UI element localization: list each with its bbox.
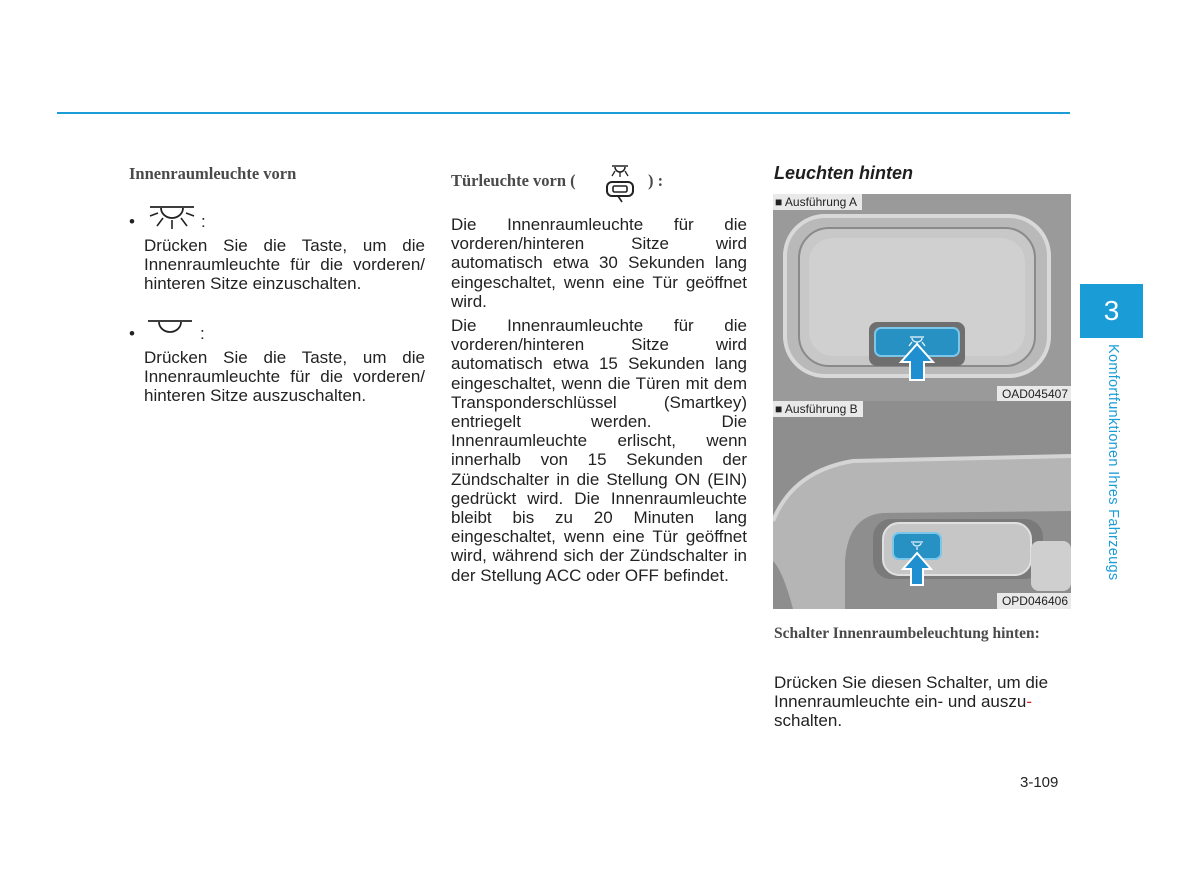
front-light-off-text: Drücken Sie die Taste, um die Innenraumleuchte für die vorderen/ hinteren Sitze auszuschalten. — [144, 348, 425, 406]
bullet: • — [129, 212, 135, 231]
section-heading-rear-lights: Leuchten hinten — [774, 163, 913, 183]
page-number: 3-109 — [1020, 774, 1059, 791]
lamp-off-icon — [146, 319, 196, 337]
figure-a-label: ■ Ausführung A — [773, 194, 862, 210]
header-rule — [57, 112, 1070, 114]
rear-switch-paragraph — [774, 673, 1074, 731]
figure-b-code: OPD046406 — [997, 593, 1071, 609]
rear-switch-line-2-text: Innenraumleuchte ein- und auszu — [774, 692, 1027, 712]
section-heading-front-light: Innenraumleuchte vorn — [129, 164, 297, 183]
rear-switch-line-2 — [774, 692, 1074, 711]
door-lamp-icon — [602, 163, 638, 205]
section-heading-door-light — [451, 171, 576, 191]
rear-overhead-lamp-illustration — [773, 401, 1071, 609]
bullet: • — [129, 324, 135, 343]
rear-dome-lamp-illustration — [773, 194, 1071, 402]
colon: : — [200, 324, 205, 343]
door-light-paragraph-1: Die Innenraumleuchte für die vorderen/hinteren Sitze wird automatisch etwa 30 Sekunden lang eingeschaltet, wenn eine Tür geöffnet wird. — [451, 215, 747, 311]
lamp-on-icon — [148, 205, 198, 231]
rear-switch-line-1: Drücken Sie diesen Schalter, um die — [774, 673, 1049, 692]
front-light-on-text: Drücken Sie die Taste, um die Innenraumleuchte für die vorderen/ hinteren Sitze einzuschalten. — [144, 236, 425, 294]
figure-a-code: OAD045407 — [997, 386, 1071, 402]
heading-suffix: ) : — [648, 171, 664, 190]
hyphen: - — [1026, 692, 1033, 712]
chapter-title-vertical — [1101, 344, 1123, 614]
door-light-paragraph-2: Die Innenraumleuchte für die vorderen/hinteren Sitze wird automatisch etwa 15 Sekunden lang eingeschaltet, wenn die Türen mit dem Transponderschlüssel (Smartkey) entriegelt werden. Die Innenraumleuchte erlischt, wenn innerhalb von 15 Sekunden der Zündschalter in die Stellung ON (EIN) gedrückt wird. Die Innenraumleuchte bleibt bis zu 20 Minuten lang eingeschaltet, wenn eine Tür geöffnet wird, während sich der Zündschalter in der Stellung ACC oder OFF befindet. — [451, 316, 747, 585]
figure-version-b — [773, 401, 1071, 609]
colon: : — [201, 212, 206, 231]
figure-version-a — [773, 194, 1071, 402]
rear-switch-line-3: schalten. — [774, 711, 843, 731]
heading-prefix: Türleuchte vorn ( — [451, 171, 576, 190]
chapter-tab: 3 — [1080, 284, 1143, 338]
rear-switch-subheading: Schalter Innenraumbeleuchtung hinten: — [774, 625, 1040, 642]
figure-b-label: ■ Ausführung B — [773, 401, 863, 417]
chapter-title: Komfortfunktionen Ihres Fahrzeugs — [1105, 344, 1121, 581]
